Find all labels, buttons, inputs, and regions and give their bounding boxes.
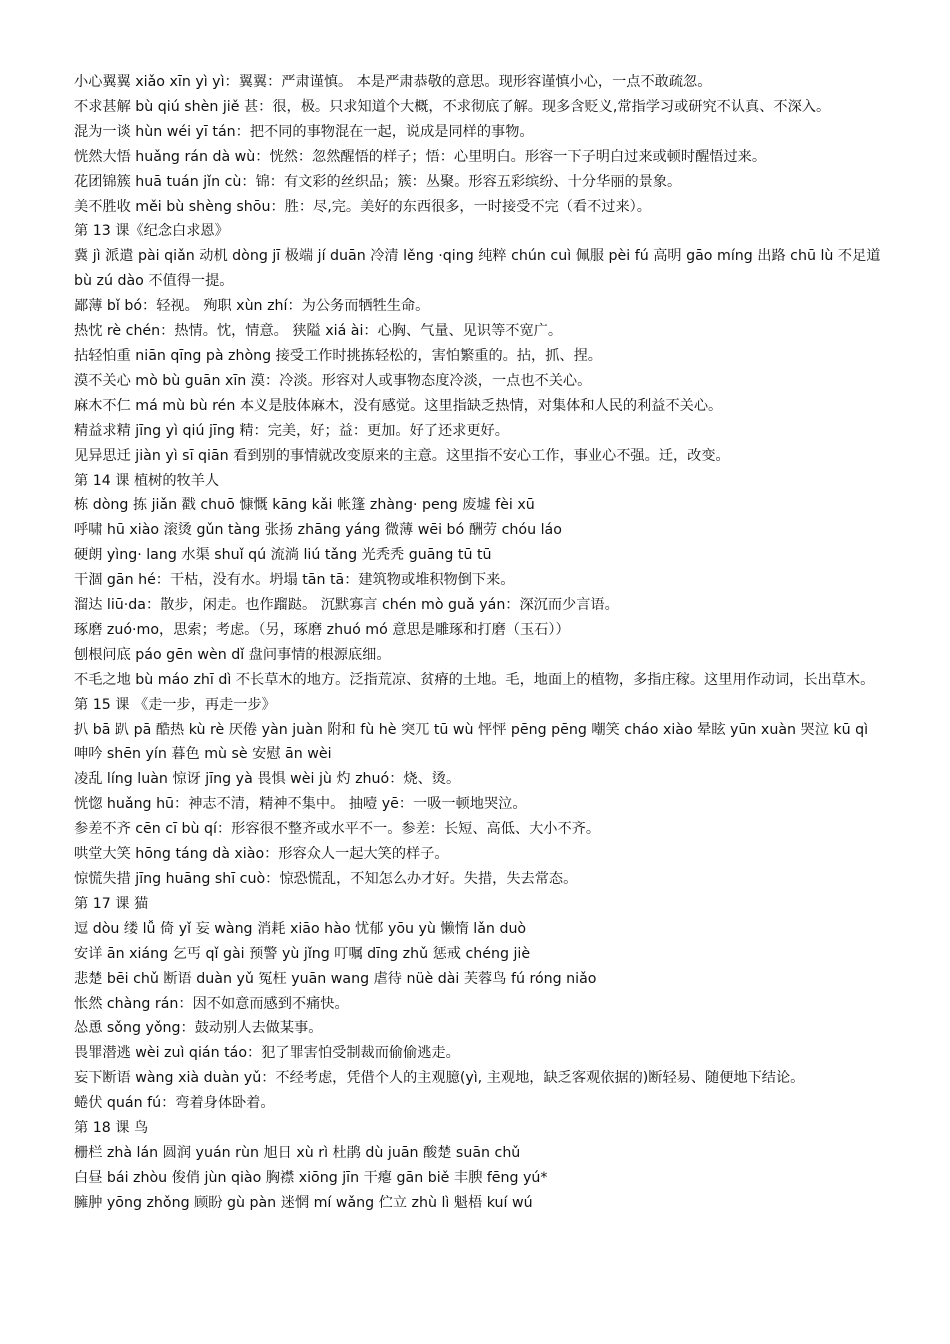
- lesson-15-heading: 第 15 课 《走一步，再走一步》: [74, 696, 276, 713]
- lesson-17-heading: 第 17 课 猫: [74, 895, 149, 912]
- entry-bumaozhidi: 不毛之地 bù máo zhī dì 不长草木的地方。泛指荒凉、贫瘠的土地。毛，地面上的植物，多指庄稼。这里用作动词，长出草木。: [74, 671, 875, 688]
- entry-lingluan: 凌乱 líng luàn 惊讶 jīng yà 畏惧 wèi jù 灼 zhuó：烧、烫。: [74, 771, 461, 788]
- entry-huangrandawu: 恍然大悟 huǎng rán dà wù：恍然：忽然醒悟的样子；悟：心里明白。形容一下子明白过来或顿时醒悟过来。: [74, 148, 767, 165]
- entry-hunweiyitan: 混为一谈 hùn wéi yī tán：把不同的事物混在一起，说成是同样的事物。: [74, 123, 534, 140]
- entry-xiaoxinyiyi: 小心翼翼 xiǎo xīn yì yì：翼翼：严肃谨慎。 本是严肃恭敬的意思。现形容谨慎小心，一点不敢疏忽。: [74, 74, 712, 90]
- document-body: [74, 70, 886, 1216]
- lesson-14-vocab-2: 呼啸 hū xiào 滚烫 gǔn tàng 张扬 zhāng yáng 微薄 wēi bó 酬劳 chóu láo: [74, 522, 562, 539]
- entry-nianqingpazhong: 拈轻怕重 niān qīng pà zhòng 接受工作时挑拣轻松的，害怕繁重的。拈，抓、捏。: [74, 347, 602, 364]
- entry-meibushengshou: 美不胜收 měi bù shèng shōu：胜：尽,完。美好的东西很多，一时接受不完（看不过来）。: [74, 198, 651, 215]
- entry-songyong: 怂恿 sǒng yǒng：鼓动别人去做某事。: [74, 1020, 323, 1037]
- entry-rechen: 热忱 rè chén：热情。忱，情意。 狭隘 xiá ài：心胸、气量、见识等不宽广。: [74, 323, 563, 340]
- lesson-13-vocab: 冀 jì 派遣 pài qiǎn 动机 dòng jī 极端 jí duān 冷清 lěng ·qing 纯粹 chún cuì 佩服 pèi fú 高明 gāo míng 出路 chū lù 不足道 bù zú dào 不值得一提。: [74, 248, 881, 290]
- lesson-18-vocab-1: 栅栏 zhà lán 圆润 yuán rùn 旭日 xù rì 杜鹃 dù juān 酸楚 suān chǔ: [74, 1144, 521, 1161]
- lesson-14-vocab-3: 硬朗 yìng· lang 水渠 shuǐ qú 流淌 liú tǎng 光秃秃 guāng tū tū: [74, 547, 492, 564]
- entry-changran: 怅然 chàng rán：因不如意而感到不痛快。: [74, 995, 349, 1012]
- entry-quanfu: 蜷伏 quán fú：弯着身体卧着。: [74, 1095, 275, 1112]
- entry-zuomo: 琢磨 zuó·mo，思索；考虑。（另，琢磨 zhuó mó 意思是雕琢和打磨（玉石））: [74, 621, 570, 638]
- entry-hongtangdaxiao: 哄堂大笑 hōng táng dà xiào：形容众人一起大笑的样子。: [74, 846, 449, 863]
- lesson-17-vocab-3: 悲楚 bēi chǔ 断语 duàn yǔ 冤枉 yuān wang 虐待 nüè dài 芙蓉鸟 fú róng niǎo: [74, 970, 597, 987]
- lesson-18-vocab-2: 白昼 bái zhòu 俊俏 jùn qiào 胸襟 xiōng jīn 干瘪 gān biě 丰腴 fēng yú*: [74, 1169, 548, 1186]
- entry-jinghuangshicuo: 惊慌失措 jīng huāng shī cuò：惊恐慌乱，不知怎么办才好。失措，失去常态。: [74, 871, 578, 887]
- entry-jingyiqiujing: 精益求精 jīng yì qiú jīng 精：完美，好；益：更加。好了还求更好。: [74, 422, 509, 439]
- entry-paogenwendi: 刨根问底 páo gēn wèn dǐ 盘问事情的根源底细。: [74, 646, 391, 663]
- entry-huatuanjincu: 花团锦簇 huā tuán jǐn cù：锦：有文彩的丝织品；簇：丛聚。形容五彩缤纷、十分华丽的景象。: [74, 173, 682, 190]
- lesson-13-heading: 第 13 课《纪念白求恩》: [74, 223, 229, 240]
- entry-ganhe: 干涸 gān hé：干枯，没有水。坍塌 tān tā：建筑物或堆积物倒下来。: [74, 572, 515, 589]
- entry-liuda: 溜达 liū·da：散步，闲走。也作蹓跶。 沉默寡言 chén mò guǎ yán：深沉而少言语。: [74, 597, 619, 614]
- lesson-15-vocab: 扒 bā 趴 pā 酷热 kù rè 厌倦 yàn juàn 附和 fù hè 突兀 tū wù 怦怦 pēng pēng 嘲笑 cháo xiào 晕眩 yūn xuàn 哭泣 kū qì 呻吟 shēn yín 暮色 mù sè 安慰 ān wèi: [74, 721, 869, 763]
- lesson-17-vocab-2: 安详 ān xiáng 乞丐 qǐ gài 预警 yù jǐng 叮嘱 dīng zhǔ 惩戒 chéng jiè: [74, 945, 531, 962]
- entry-buqiushenjie: 不求甚解 bù qiú shèn jiě 甚：很，极。只求知道个大概，不求彻底了解。现多含贬义,常指学习或研究不认真、不深入。: [74, 98, 831, 115]
- lesson-18-heading: 第 18 课 鸟: [74, 1120, 149, 1137]
- lesson-17-vocab-1: 逗 dòu 缕 lǚ 倚 yǐ 妄 wàng 消耗 xiāo hào 忧郁 yōu yù 懒惰 lǎn duò: [74, 920, 527, 937]
- lesson-14-heading: 第 14 课 植树的牧羊人: [74, 472, 220, 489]
- lesson-18-vocab-3: 臃肿 yōng zhǒng 顾盼 gù pàn 迷惘 mí wǎng 伫立 zhù lì 魁梧 kuí wú: [74, 1194, 533, 1211]
- entry-huanghu: 恍惚 huǎng hū：神志不清，精神不集中。 抽噎 yē：一吸一顿地哭泣。: [74, 796, 527, 813]
- entry-wangxiaduanyu: 妄下断语 wàng xià duàn yǔ：不经考虑，凭借个人的主观臆(yì, 主观地，缺乏客观依据的)断轻易、随便地下结论。: [74, 1070, 805, 1087]
- entry-jianyisiqian: 见异思迁 jiàn yì sī qiān 看到别的事情就改变原来的主意。这里指不安心工作，事业心不强。迁，改变。: [74, 447, 730, 464]
- entry-mobuguanxin: 漠不关心 mò bù guān xīn 漠：冷淡。形容对人或事物态度冷淡，一点也不关心。: [74, 372, 592, 389]
- entry-bibo: 鄙薄 bǐ bó：轻视。 殉职 xùn zhí：为公务而牺牲生命。: [74, 298, 430, 315]
- lesson-14-vocab-1: 栋 dòng 拣 jiǎn 戳 chuō 慷慨 kāng kǎi 帐篷 zhàng· peng 废墟 fèi xū: [74, 497, 535, 514]
- entry-cencibuqi: 参差不齐 cēn cī bù qí：形容很不整齐或水平不一。参差：长短、高低、大小不齐。: [74, 821, 601, 838]
- entry-mamuburen: 麻木不仁 má mù bù rén 本义是肢体麻木，没有感觉。这里指缺乏热情，对集体和人民的利益不关心。: [74, 397, 723, 414]
- entry-weizuiqiantao: 畏罪潜逃 wèi zuì qián táo：犯了罪害怕受制裁而偷偷逃走。: [74, 1045, 460, 1062]
